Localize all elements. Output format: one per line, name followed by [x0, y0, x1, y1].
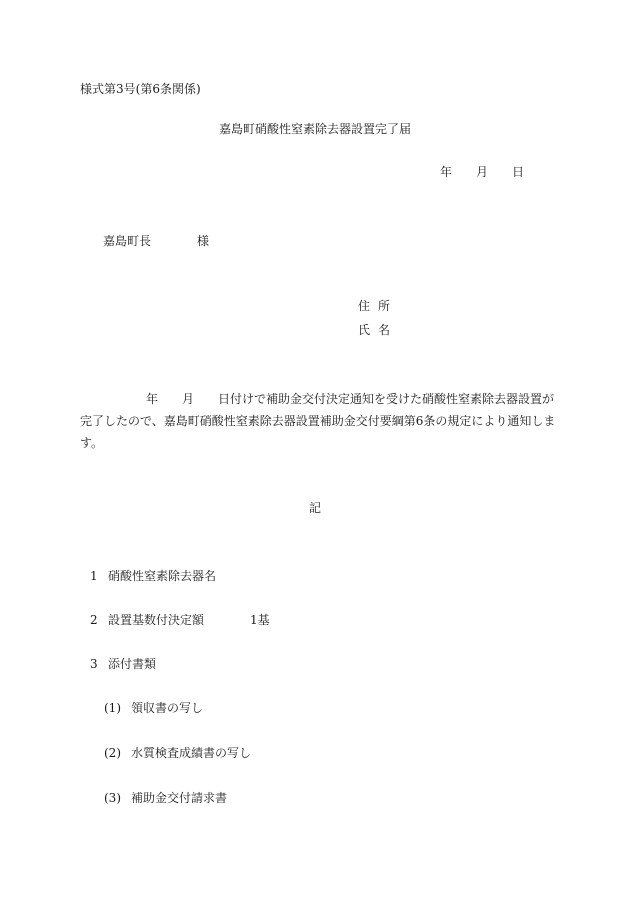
item-number: 2 — [90, 613, 98, 627]
date-year-label: 年 — [440, 165, 453, 179]
body-line-1-text: 日付けで補助金交付決定通知を受けた硝酸性窒素除去器設置が — [218, 392, 555, 406]
attachment-label: 補助金交付請求書 — [131, 791, 228, 805]
attachment-item — [104, 747, 251, 759]
item-number: 1 — [90, 569, 98, 583]
attachment-number: (3) — [104, 791, 121, 805]
attachment-label: 水質検査成績書の写し — [131, 746, 252, 760]
date-day-label: 日 — [512, 165, 525, 179]
document-title: 嘉島町硝酸性窒素除去器設置完了届 — [218, 122, 411, 136]
form-number: 様式第3号(第6条関係) — [80, 82, 201, 96]
attachment-number: (1) — [104, 701, 121, 715]
body-year-label: 年 — [146, 392, 159, 406]
date-line — [440, 166, 524, 178]
list-item — [90, 614, 270, 626]
item-number: 3 — [90, 657, 98, 671]
attachment-item — [104, 792, 227, 804]
attachment-label: 領収書の写し — [131, 701, 204, 715]
body-line-3: す。 — [80, 436, 104, 450]
addressee — [103, 235, 209, 247]
body-month-label: 月 — [182, 392, 195, 406]
body-line-1 — [80, 388, 560, 410]
list-item — [90, 658, 156, 670]
applicant-address-label: 住所 — [358, 299, 399, 313]
addressee-honorific: 様 — [197, 234, 210, 248]
item-label: 設置基数付決定額 — [108, 613, 205, 627]
item-label: 硝酸性窒素除去器名 — [108, 569, 217, 583]
body-line-2: 完了したので、嘉島町硝酸性窒素除去器設置補助金交付要綱第6条の規定により通知しま — [80, 414, 556, 428]
ki-heading: 記 — [308, 501, 321, 515]
item-label: 添付書類 — [108, 657, 157, 671]
item-value: 1基 — [250, 613, 270, 627]
list-item — [90, 570, 216, 582]
date-month-label: 月 — [476, 165, 489, 179]
applicant-name-label: 氏名 — [358, 323, 399, 337]
attachment-number: (2) — [104, 746, 121, 760]
addressee-name: 嘉島町長 — [103, 234, 152, 248]
attachment-item — [104, 702, 203, 714]
notification-body — [80, 388, 560, 454]
